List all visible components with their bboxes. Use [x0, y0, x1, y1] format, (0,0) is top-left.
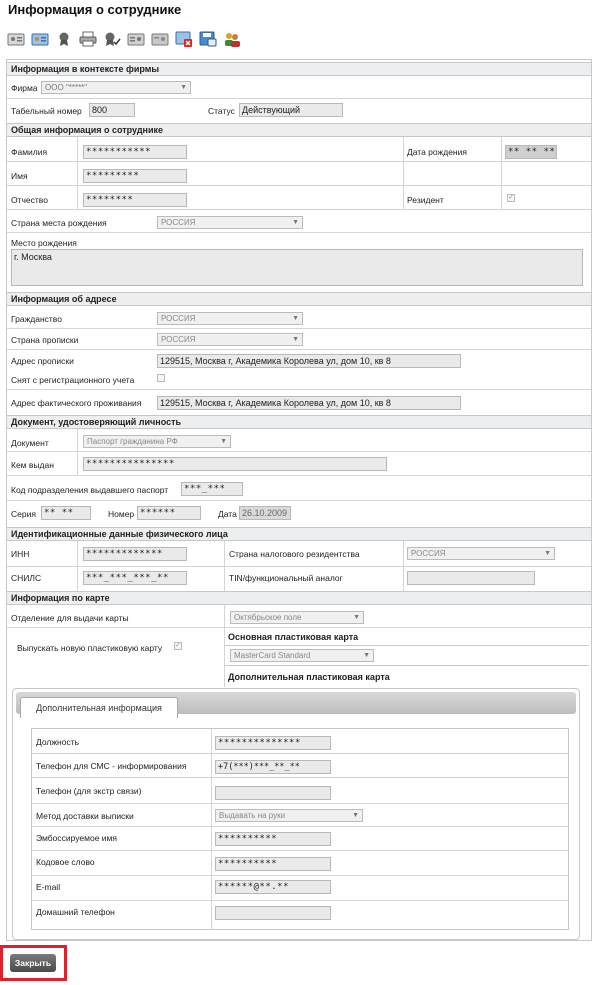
issued-field[interactable]: *************** — [83, 457, 387, 471]
number-label: Номер — [108, 509, 135, 519]
firm-select[interactable] — [41, 81, 191, 94]
tab-additional-info[interactable]: Дополнительная информация — [20, 697, 178, 718]
emergency-phone-label: Телефон (для экстр связи) — [36, 786, 142, 796]
section-address: Информация об адресе — [7, 292, 591, 306]
main-card-value: MasterCard Standard — [234, 651, 311, 660]
divider — [7, 98, 591, 99]
reg-country-label: Страна прописки — [11, 335, 79, 345]
id-card-2-icon[interactable] — [126, 30, 146, 48]
main-card-select[interactable] — [230, 649, 374, 662]
issued-label: Кем выдан — [11, 460, 54, 470]
actual-address-field[interactable]: 129515, Москва г, Академика Королева ул, дом 10, кв 8 — [157, 396, 461, 410]
divider — [7, 566, 591, 567]
position-field[interactable]: ************** — [215, 736, 331, 750]
delete-card-icon[interactable] — [174, 30, 194, 48]
chevron-down-icon: ▼ — [352, 812, 359, 819]
divider — [7, 161, 591, 162]
citizenship-label: Гражданство — [11, 314, 62, 324]
email-field[interactable]: ******@**.** — [215, 880, 331, 894]
chevron-down-icon: ▼ — [292, 315, 299, 322]
divider — [32, 900, 568, 901]
number-field[interactable]: ****** — [137, 506, 201, 520]
dept-code-field[interactable]: ***_*** — [181, 482, 243, 496]
series-label: Серия — [11, 509, 36, 519]
tax-country-label: Страна налогового резидентства — [229, 549, 360, 559]
award-icon[interactable] — [54, 30, 74, 48]
emergency-phone-field[interactable] — [215, 786, 331, 800]
chevron-down-icon: ▼ — [353, 614, 360, 621]
emboss-field[interactable]: ********** — [215, 832, 331, 846]
codeword-field[interactable]: ********** — [215, 857, 331, 871]
doc-label: Документ — [11, 438, 49, 448]
divider — [501, 137, 502, 209]
status-field[interactable]: Действующий — [239, 103, 343, 117]
divider — [403, 137, 404, 209]
section-firm-context: Информация в контексте фирмы — [7, 62, 591, 76]
divider — [225, 665, 589, 666]
tin-label: TIN/функциональный аналог — [229, 573, 343, 583]
divider — [32, 803, 568, 804]
close-button-highlight — [0, 945, 67, 981]
birth-country-label: Страна места рождения — [11, 218, 107, 228]
award-check-icon[interactable] — [102, 30, 122, 48]
codeword-label: Кодовое слово — [36, 857, 95, 867]
reg-address-field[interactable]: 129515, Москва г, Академика Королева ул, дом 10, кв 8 — [157, 354, 461, 368]
series-field[interactable]: ** ** — [41, 506, 91, 520]
reg-address-label: Адрес прописки — [11, 356, 74, 366]
home-phone-label: Домашний телефон — [36, 907, 115, 917]
surname-field[interactable]: *********** — [83, 145, 187, 159]
divider — [77, 137, 78, 209]
toolbar — [6, 30, 242, 50]
chevron-down-icon: ▼ — [544, 550, 551, 557]
delivery-value: Выдавать на руки — [219, 811, 286, 820]
divider — [7, 627, 591, 628]
deregistered-label: Снят с регистрационного учета — [11, 375, 135, 385]
users-icon[interactable] — [222, 30, 242, 48]
save-icon[interactable] — [198, 30, 218, 48]
chevron-down-icon: ▼ — [292, 336, 299, 343]
divider — [7, 389, 591, 390]
citizenship-value: РОССИЯ — [161, 314, 196, 323]
delivery-select[interactable] — [215, 809, 363, 822]
resident-checkbox[interactable]: ✓ — [508, 194, 514, 201]
id-card-3-icon[interactable] — [150, 30, 170, 48]
date-label: Дата — [218, 509, 237, 519]
dob-field[interactable]: ** ** ** — [505, 145, 557, 159]
divider — [32, 753, 568, 754]
divider — [32, 875, 568, 876]
birth-place-textarea[interactable]: г. Москва — [11, 249, 583, 286]
divider — [7, 209, 591, 210]
birth-country-select[interactable] — [157, 216, 303, 229]
section-id-document: Документ, удостоверяющий личность — [7, 415, 591, 429]
branch-value: Октябрьское поле — [234, 613, 302, 622]
citizenship-select[interactable] — [157, 312, 303, 325]
name-label: Имя — [11, 171, 28, 181]
branch-select[interactable] — [230, 611, 364, 624]
status-label: Статус — [208, 106, 235, 116]
divider — [7, 349, 591, 350]
chevron-down-icon: ▼ — [363, 652, 370, 659]
divider — [224, 605, 225, 687]
close-button[interactable]: Закрыть — [10, 954, 56, 972]
birth-place-label: Место рождения — [11, 238, 77, 248]
email-label: E-mail — [36, 882, 61, 892]
additional-info-panel — [12, 688, 580, 940]
divider — [7, 475, 591, 476]
divider — [32, 826, 568, 827]
inn-label: ИНН — [11, 549, 30, 559]
new-card-checkbox[interactable]: ✓ — [175, 642, 181, 649]
chevron-down-icon: ▼ — [292, 219, 299, 226]
divider — [7, 328, 591, 329]
resident-label: Резидент — [407, 195, 444, 205]
surname-label: Фамилия — [11, 147, 48, 157]
additional-info-form — [31, 728, 569, 930]
dob-label: Дата рождения — [407, 147, 467, 157]
chevron-down-icon: ▼ — [180, 84, 187, 91]
actual-address-label: Адрес фактического проживания — [11, 398, 142, 408]
divider — [32, 850, 568, 851]
divider — [7, 185, 591, 186]
deregistered-checkbox[interactable] — [157, 374, 165, 382]
tab-number-label: Табельный номер — [11, 106, 82, 116]
dept-code-label: Код подразделения выдавшего паспорт — [11, 485, 169, 495]
birth-country-value: РОССИЯ — [161, 218, 196, 227]
firm-value: ООО "*****" — [45, 83, 88, 92]
page-title: Информация о сотруднике — [8, 2, 182, 17]
divider — [7, 451, 591, 452]
tax-country-select[interactable] — [407, 547, 555, 560]
tin-field[interactable] — [407, 571, 535, 585]
emboss-label: Эмбоссируемое имя — [36, 833, 117, 843]
section-card: Информация по карте — [7, 591, 591, 605]
inn-field[interactable]: ************* — [83, 547, 187, 561]
name-field[interactable]: ********* — [83, 169, 187, 183]
extra-card-header: Дополнительная пластиковая карта — [228, 672, 390, 682]
divider — [211, 729, 212, 929]
delivery-label: Метод доставки выписки — [36, 811, 134, 821]
divider — [32, 777, 568, 778]
home-phone-field[interactable] — [215, 906, 331, 920]
divider — [225, 645, 589, 646]
divider — [7, 500, 591, 501]
patronymic-label: Отчество — [11, 195, 48, 205]
new-card-label: Выпускать новую пластиковую карту — [17, 643, 163, 653]
tab-number-field[interactable]: 800 — [89, 103, 135, 117]
snils-field[interactable]: ***_***_***_** — [83, 571, 187, 585]
main-card-header: Основная пластиковая карта — [228, 632, 359, 642]
patronymic-field[interactable]: ******** — [83, 193, 187, 207]
date-field[interactable]: 26.10.2009 — [239, 506, 291, 520]
reg-country-value: РОССИЯ — [161, 335, 196, 344]
chevron-down-icon: ▼ — [220, 438, 227, 445]
tab-strip — [16, 692, 576, 714]
divider — [77, 429, 78, 475]
contact-card-icon[interactable] — [30, 30, 50, 48]
snils-label: СНИЛС — [11, 573, 42, 583]
sms-phone-field[interactable]: +7(***)***_**_** — [215, 760, 331, 774]
reg-country-select[interactable] — [157, 333, 303, 346]
branch-label: Отделение для выдачи карты — [11, 613, 129, 623]
divider — [7, 232, 591, 233]
sms-phone-label: Телефон для СМС - информирования — [36, 761, 187, 771]
firm-label: Фирма — [11, 83, 38, 93]
position-label: Должность — [36, 737, 80, 747]
id-card-icon[interactable] — [6, 30, 26, 48]
tax-country-value: РОССИЯ — [411, 549, 446, 558]
section-identification: Идентификационные данные физического лица — [7, 527, 591, 541]
doc-value: Паспорт гражданина РФ — [87, 437, 178, 446]
section-general-info: Общая информация о сотруднике — [7, 123, 591, 137]
print-icon[interactable] — [78, 30, 98, 48]
doc-select[interactable] — [83, 435, 231, 448]
